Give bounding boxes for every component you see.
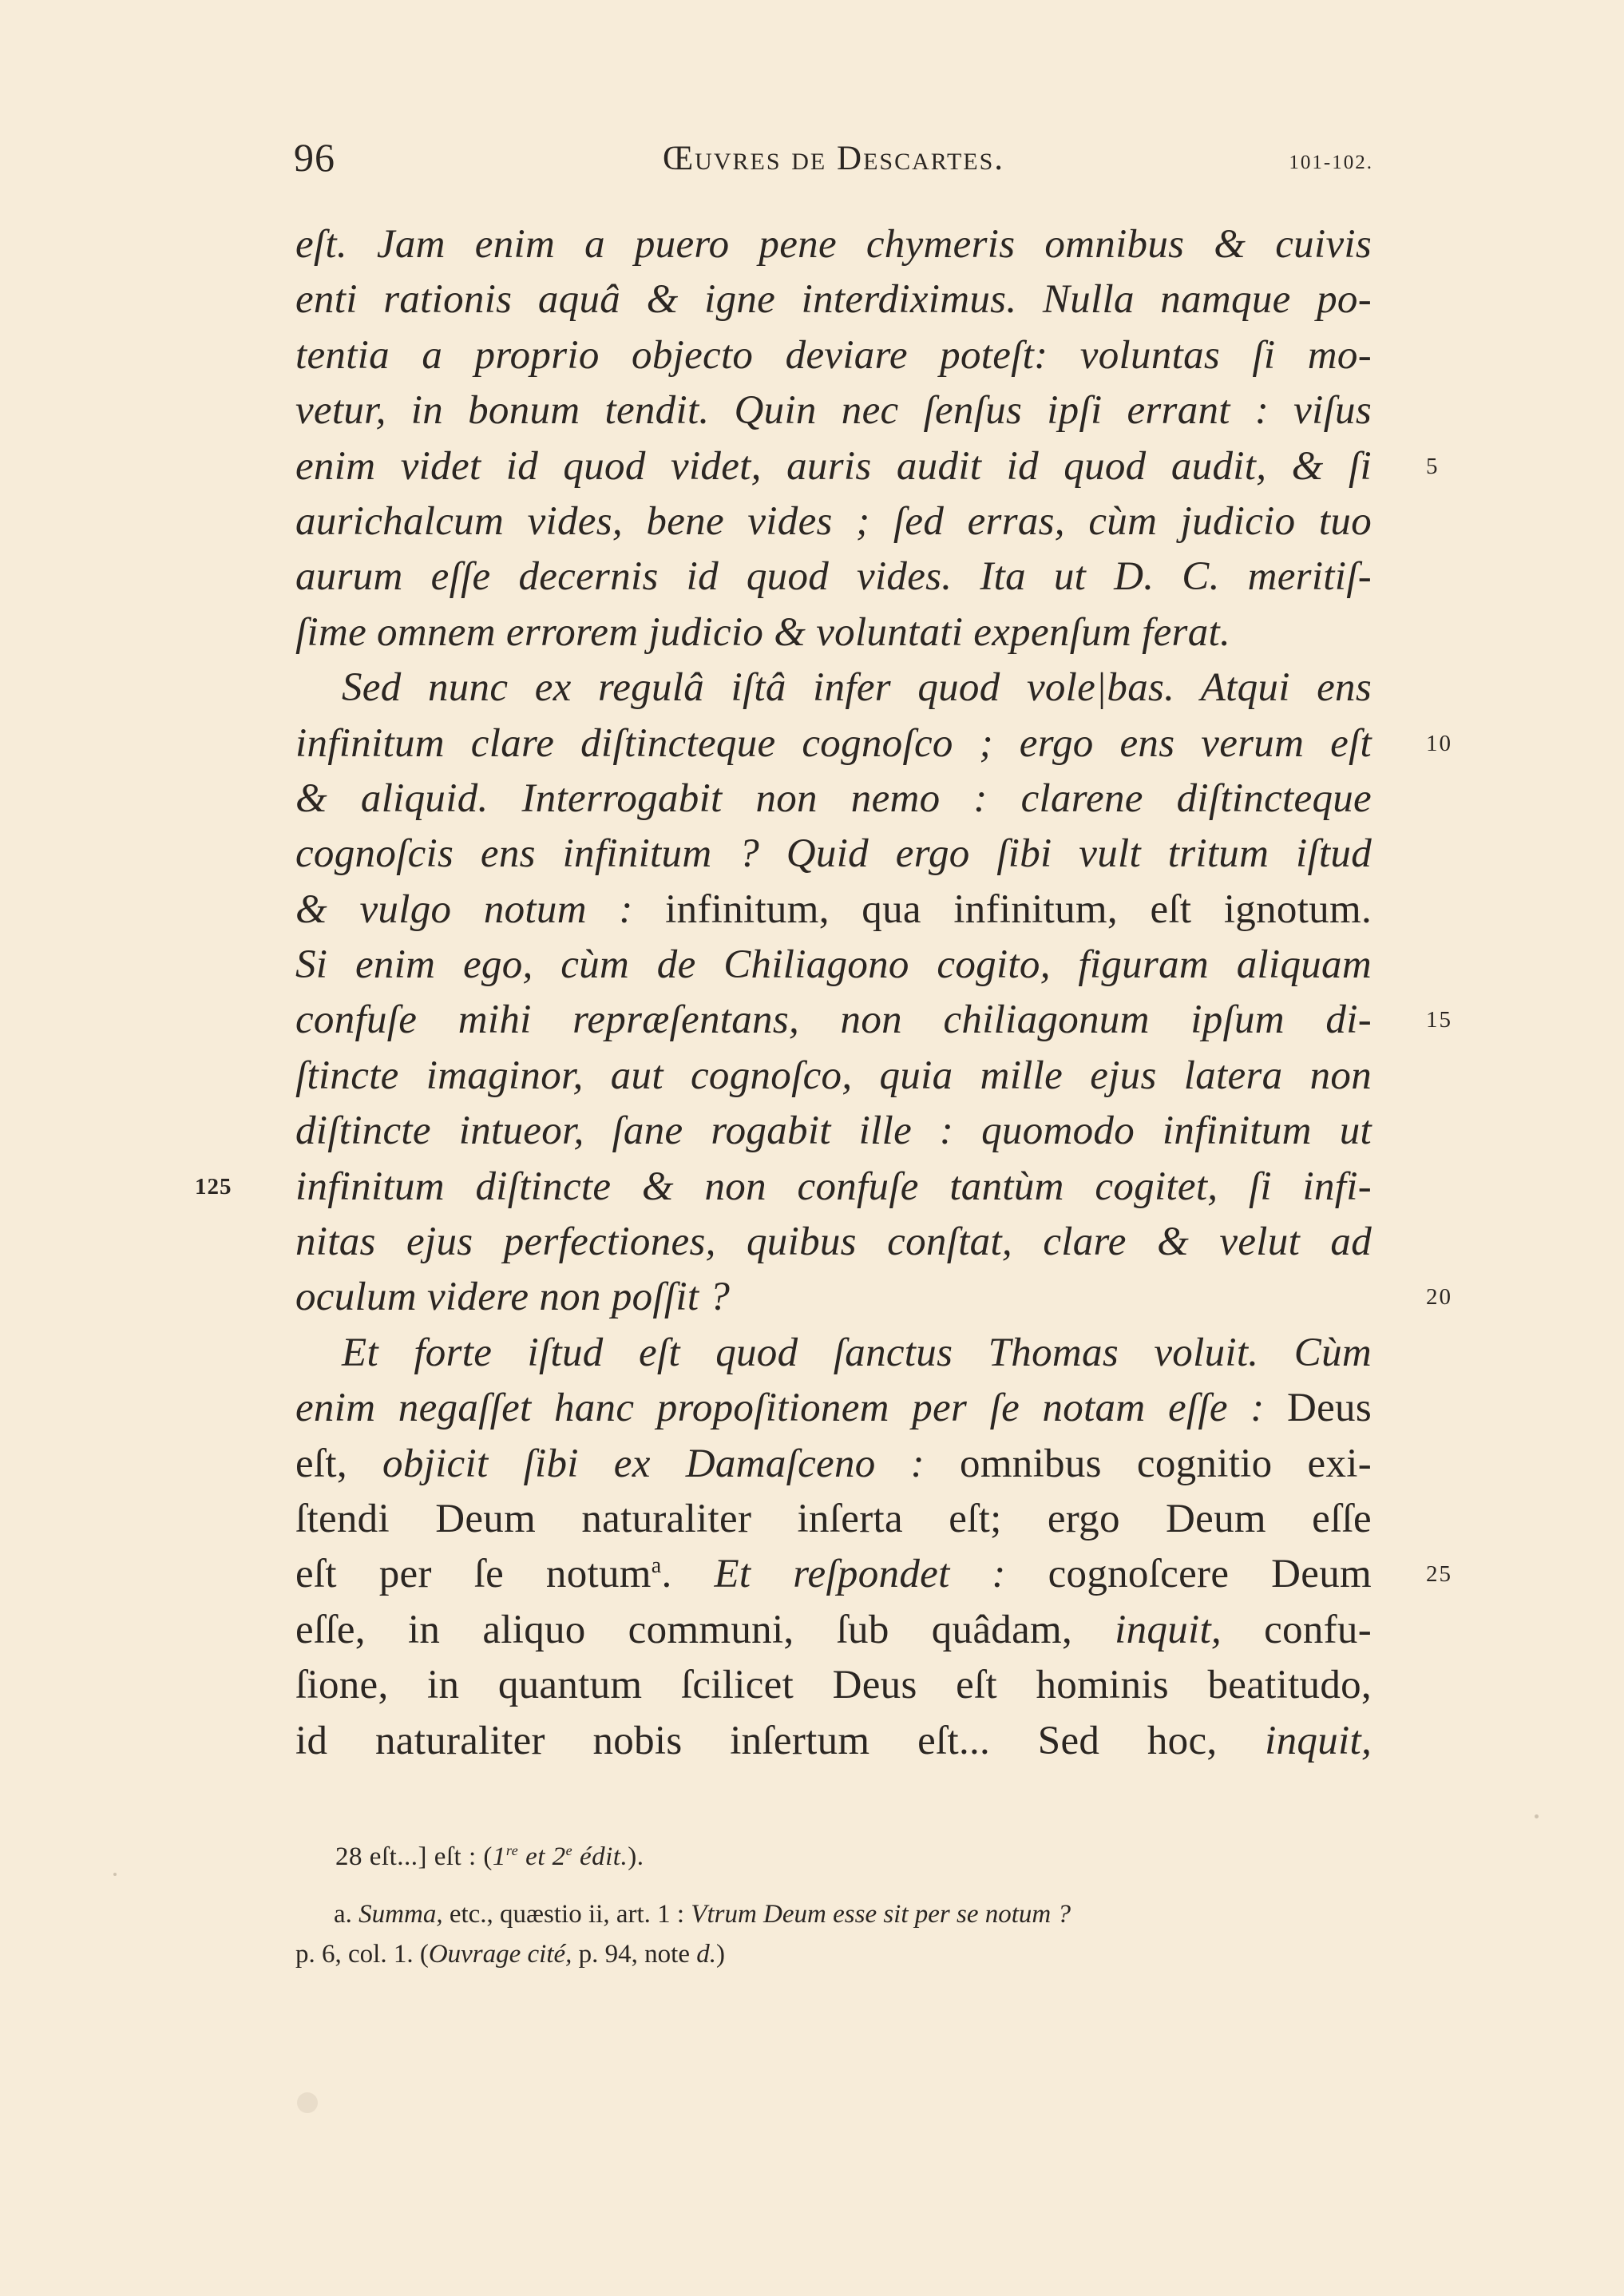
text-segment: aurum eſſe decernis id quod vides. Ita ut D. C. meritiſ-	[295, 554, 1372, 600]
text-line	[295, 1714, 1372, 1769]
text-segment: ſtendi Deum naturaliter inſerta eſt; ergo Deum eſſe	[295, 1496, 1372, 1541]
paper-speck	[1535, 1814, 1539, 1818]
text-segment: eſt per ſe notum	[295, 1552, 652, 1597]
text-segment: Deus	[1286, 1386, 1372, 1431]
text-line	[295, 1492, 1372, 1547]
original-page-range: 101-102.	[1289, 152, 1373, 173]
text-line	[295, 217, 1372, 272]
text-segment: confu-	[1264, 1607, 1372, 1652]
text-segment: 1	[492, 1842, 506, 1871]
running-title: Œuvres de Descartes.	[662, 140, 1005, 177]
text-segment: enti rationis aquâ & igne interdiximus. Nulla namque po-	[295, 277, 1372, 323]
text-segment: Et forte iſtud eſt quod ſanctus Thomas voluit. Cùm	[342, 1330, 1372, 1375]
text-line	[295, 1381, 1372, 1436]
superscript: re	[505, 1842, 519, 1858]
text-segment: eſt,	[295, 1441, 383, 1486]
text-line	[295, 1270, 1452, 1325]
page-number: 96	[294, 135, 335, 180]
text-segment: inquit,	[1115, 1607, 1265, 1652]
text-segment: Ouvrage cité,	[428, 1940, 579, 1969]
text-segment: nitas ejus perfectiones, quibus conſtat, clare & velut ad	[295, 1219, 1372, 1265]
text-segment: infinitum, qua infinitum, eſt ignotum.	[665, 886, 1372, 932]
line-number: 10	[1426, 730, 1452, 756]
text-segment: d.	[696, 1940, 716, 1969]
line-number: 15	[1426, 1007, 1452, 1033]
text-line	[295, 993, 1452, 1048]
text-line	[295, 605, 1372, 660]
text-segment: vetur, in bonum tendit. Quin nec ſenſus ipſi errant : viſus	[295, 388, 1372, 434]
text-line	[295, 1215, 1372, 1270]
main-text	[195, 217, 1452, 1769]
text-segment: cognoſcis ens infinitum ? Quid ergo ſibi vult tritum iſtud	[295, 831, 1372, 877]
text-line	[295, 439, 1440, 494]
variant-note	[335, 1837, 644, 1877]
text-segment: oculum videre non poſſit ?	[295, 1275, 731, 1320]
superscript: e	[565, 1842, 573, 1858]
footnote	[295, 1894, 1372, 1974]
text-line	[295, 1603, 1372, 1658]
text-segment: & aliquid. Interrogabit non nemo : clarene diſtincteque	[295, 775, 1372, 821]
text-segment: infinitum clare diſtincteque cognoſco ; ergo ens verum eſt	[295, 720, 1372, 766]
text-segment: id naturaliter nobis inſertum eſt... Sed hoc,	[295, 1718, 1266, 1763]
text-segment: diſtincte intueor, ſane rogabit ille : quomodo infinitum ut	[295, 1108, 1372, 1154]
text-line	[295, 494, 1372, 549]
text-line	[295, 549, 1372, 605]
text-segment: cognoſcere Deum	[1048, 1552, 1372, 1597]
text-segment: ſime omnem errorem judicio & voluntati expenſum ferat.	[295, 609, 1231, 655]
line-number: 5	[1426, 453, 1440, 479]
line-number: 25	[1426, 1561, 1452, 1588]
running-header	[294, 134, 1373, 190]
text-segment: 28 eſt...] eſt : (	[335, 1842, 493, 1871]
text-segment: Si enim ego, cùm de Chiliagono cogito, figuram aliquam	[295, 942, 1372, 988]
text-line	[295, 882, 1372, 938]
margin-page-reference: 125	[195, 1173, 232, 1200]
text-segment: Et reſpondet :	[714, 1552, 1048, 1597]
text-line	[295, 1049, 1372, 1104]
paper-speck	[113, 1873, 117, 1876]
text-segment: enim videt id quod videt, auris audit id quod audit, & ſi	[295, 443, 1372, 489]
text-segment: ).	[628, 1842, 644, 1871]
text-line	[295, 272, 1372, 327]
text-segment: Vtrum Deum esse sit per se notum ?	[691, 1900, 1071, 1929]
text-segment: & vulgo notum :	[295, 886, 666, 932]
paper-speck	[297, 2092, 318, 2113]
text-line	[295, 1437, 1372, 1492]
text-line	[295, 938, 1372, 993]
text-segment: Summa,	[358, 1900, 450, 1929]
text-line	[295, 383, 1372, 438]
text-line	[295, 1104, 1372, 1159]
text-segment: édit.	[572, 1842, 628, 1871]
footnote-line	[295, 1934, 1372, 1974]
text-line	[295, 328, 1372, 383]
text-line	[295, 1326, 1372, 1381]
text-line	[295, 827, 1372, 882]
footnote-line	[295, 1894, 1372, 1934]
text-segment: ſtincte imaginor, aut cognoſco, quia mille ejus latera non	[295, 1053, 1372, 1098]
text-segment: Sed nunc ex regulâ iſtâ infer quod vole|bas. Atqui ens	[342, 665, 1372, 711]
text-line	[295, 1658, 1372, 1713]
text-segment: p. 6, col. 1. (	[295, 1940, 429, 1969]
text-segment: infinitum diſtincte & non confuſe tantùm cogitet, ſi infi-	[295, 1164, 1372, 1209]
text-segment: tentia a proprio objecto deviare poteſt: voluntas ſi mo-	[295, 332, 1372, 378]
text-line	[295, 716, 1452, 771]
text-line	[195, 1160, 1372, 1215]
text-line	[295, 1547, 1452, 1602]
text-segment: eſt. Jam enim a puero pene chymeris omnibus & cuivis	[295, 222, 1372, 267]
line-number: 20	[1426, 1284, 1452, 1311]
text-segment: aurichalcum vides, bene vides ; ſed erras, cùm judicio tuo	[295, 498, 1372, 544]
superscript: a	[651, 1553, 662, 1579]
text-segment: eſſe, in aliquo communi, ſub quâdam,	[295, 1607, 1115, 1652]
text-segment: .	[661, 1552, 715, 1597]
text-segment: a.	[334, 1900, 359, 1929]
text-segment: enim negaſſet hanc propoſitionem per ſe notam eſſe :	[295, 1386, 1287, 1431]
text-segment: p. 94, note	[578, 1940, 697, 1969]
text-segment: )	[716, 1940, 725, 1969]
text-segment: confuſe mihi repræſentans, non chiliagonum ipſum di-	[295, 997, 1372, 1043]
text-segment: etc., quæstio ii, art. 1 :	[449, 1900, 691, 1929]
text-line	[295, 771, 1372, 827]
text-line	[295, 660, 1372, 716]
text-segment: ſione, in quantum ſcilicet Deus eſt hominis beatitudo,	[295, 1663, 1372, 1708]
text-segment: et 2	[518, 1842, 566, 1871]
text-segment: objicit ſibi ex Damaſceno :	[382, 1441, 961, 1486]
text-segment: omnibus cognitio exi-	[960, 1441, 1372, 1486]
text-segment: inquit,	[1265, 1718, 1372, 1763]
